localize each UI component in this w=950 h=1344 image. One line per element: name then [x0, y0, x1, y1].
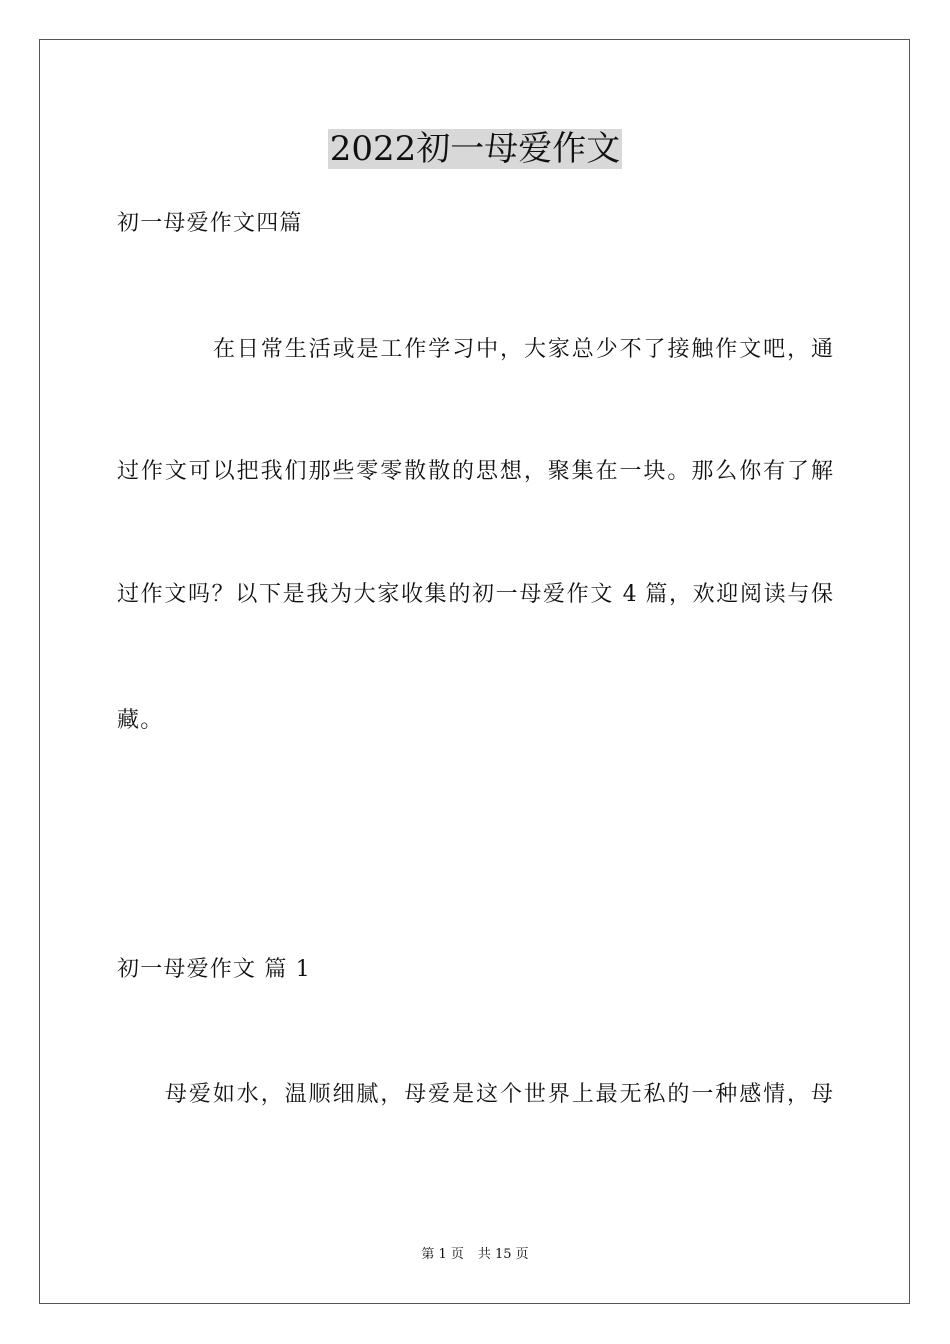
intro-line-2: 过作文可以把我们那些零零散散的思想，聚集在一块。那么你有了解 [117, 459, 833, 484]
page-footer [0, 1246, 950, 1264]
document-subtitle: 初一母爱作文四篇 [117, 211, 303, 236]
section-heading: 初一母爱作文 篇 1 [117, 957, 311, 982]
section-first-line: 母爱如水，温顺细腻，母爱是这个世界上最无私的一种感情，母 [165, 1082, 833, 1107]
intro-line-3: 过作文吗？以下是我为大家收集的初一母爱作文 4 篇，欢迎阅读与保 [117, 582, 833, 607]
page-total: 共 15 页 [477, 1247, 529, 1262]
document-title-text: 2022初一母爱作文 [329, 129, 621, 169]
document-title [0, 128, 950, 170]
intro-line-1: 在日常生活或是工作学习中，大家总少不了接触作文吧，通 [213, 337, 833, 362]
page-number: 第 1 页 [421, 1247, 464, 1262]
intro-line-4: 藏。 [117, 708, 164, 733]
